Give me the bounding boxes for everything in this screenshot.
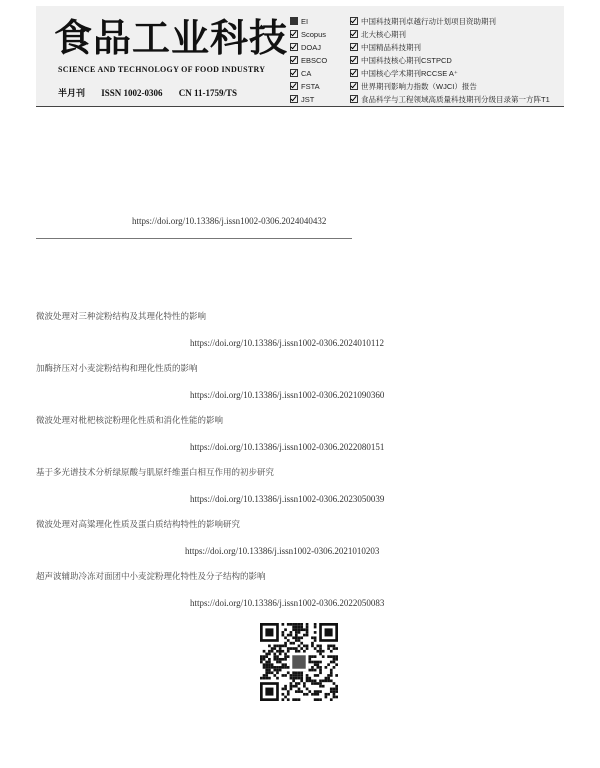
indexing-item bbox=[290, 80, 327, 93]
related-article-doi-link[interactable]: https://doi.org/10.13386/j.issn1002-0306.2024010112 bbox=[190, 338, 385, 348]
journal-frequency: 半月刊 bbox=[58, 88, 86, 98]
doi-divider bbox=[36, 238, 352, 239]
checkbox-checked-icon bbox=[350, 95, 358, 103]
indexing-item bbox=[290, 28, 327, 41]
indexing-item bbox=[290, 41, 327, 54]
indexing-item bbox=[290, 15, 327, 28]
indexing-label: 中国科技期刊卓越行动计划项目资助期刊 bbox=[361, 17, 496, 26]
related-article-title[interactable]: 微波处理对枇杷核淀粉理化性质和消化性能的影响 bbox=[36, 416, 224, 426]
checkbox-checked-icon bbox=[290, 30, 298, 38]
checkbox-checked-icon bbox=[350, 56, 358, 64]
related-article-doi-link[interactable]: https://doi.org/10.13386/j.issn1002-0306.2023050039 bbox=[190, 494, 385, 504]
qr-code bbox=[260, 623, 338, 701]
related-article-doi-link[interactable]: https://doi.org/10.13386/j.issn1002-0306.2022080151 bbox=[190, 442, 385, 452]
indexing-label: 北大核心期刊 bbox=[361, 30, 406, 39]
indexing-label: 中国核心学术期刊RCCSE A⁺ bbox=[361, 69, 458, 78]
indexing-label: 世界期刊影响力指数（WJCI）报告 bbox=[361, 82, 477, 91]
indexing-label: FSTA bbox=[301, 82, 320, 91]
journal-title-en: SCIENCE AND TECHNOLOGY OF FOOD INDUSTRY bbox=[58, 65, 266, 74]
main-doi-link[interactable]: https://doi.org/10.13386/j.issn1002-0306.2024040432 bbox=[132, 216, 327, 226]
checkbox-checked-icon bbox=[290, 56, 298, 64]
indexing-item bbox=[350, 28, 550, 41]
related-article-title[interactable]: 微波处理对高粱理化性质及蛋白质结构特性的影响研究 bbox=[36, 520, 241, 530]
checkbox-checked-icon bbox=[290, 69, 298, 77]
related-article-title[interactable]: 微波处理对三种淀粉结构及其理化特性的影响 bbox=[36, 312, 207, 322]
filled-square-icon bbox=[290, 17, 298, 25]
checkbox-checked-icon bbox=[350, 69, 358, 77]
indexing-item bbox=[290, 67, 327, 80]
indexing-item bbox=[290, 54, 327, 67]
indexing-label: Scopus bbox=[301, 30, 327, 39]
checkbox-checked-icon bbox=[350, 82, 358, 90]
indexing-label: 中国精品科技期刊 bbox=[361, 43, 421, 52]
checkbox-checked-icon bbox=[290, 95, 298, 103]
indexing-label: 食品科学与工程领域高质量科技期刊分级目录第一方阵T1 bbox=[361, 95, 550, 104]
related-article-doi-link[interactable]: https://doi.org/10.13386/j.issn1002-0306.2022050083 bbox=[190, 598, 385, 608]
indexing-item bbox=[350, 67, 550, 80]
related-article-title[interactable]: 基于多光谱技术分析绿原酸与肌原纤维蛋白相互作用的初步研究 bbox=[36, 468, 275, 478]
indexing-label: DOAJ bbox=[301, 43, 322, 52]
indexing-item bbox=[350, 54, 550, 67]
journal-cn: CN 11-1759/TS bbox=[178, 88, 238, 98]
related-article-title[interactable]: 超声波辅助冷冻对面团中小麦淀粉理化特性及分子结构的影响 bbox=[36, 572, 266, 582]
related-article-title[interactable]: 加酶挤压对小麦淀粉结构和理化性质的影响 bbox=[36, 364, 198, 374]
indexing-label: 中国科技核心期刊CSTPCD bbox=[361, 56, 452, 65]
indexing-label: JST bbox=[301, 95, 315, 104]
indexing-item bbox=[350, 41, 550, 54]
journal-issn: ISSN 1002-0306 bbox=[101, 88, 163, 98]
indexing-list-left bbox=[290, 15, 327, 106]
indexing-item bbox=[350, 93, 550, 106]
indexing-item bbox=[290, 93, 327, 106]
indexing-list-right bbox=[350, 15, 550, 106]
journal-identifiers bbox=[58, 86, 251, 99]
indexing-item bbox=[350, 15, 550, 28]
indexing-label: CA bbox=[301, 69, 312, 78]
header-divider bbox=[36, 106, 564, 107]
journal-header bbox=[36, 6, 564, 106]
indexing-item bbox=[350, 80, 550, 93]
indexing-label: EI bbox=[301, 17, 309, 26]
checkbox-checked-icon bbox=[290, 82, 298, 90]
related-article-doi-link[interactable]: https://doi.org/10.13386/j.issn1002-0306.2021010203 bbox=[185, 546, 380, 556]
checkbox-checked-icon bbox=[350, 30, 358, 38]
journal-title-cn: 食品工业科技 bbox=[54, 15, 289, 60]
checkbox-checked-icon bbox=[350, 43, 358, 51]
checkbox-checked-icon bbox=[350, 17, 358, 25]
related-article-doi-link[interactable]: https://doi.org/10.13386/j.issn1002-0306.2021090360 bbox=[190, 390, 385, 400]
checkbox-checked-icon bbox=[290, 43, 298, 51]
indexing-label: EBSCO bbox=[301, 56, 328, 65]
